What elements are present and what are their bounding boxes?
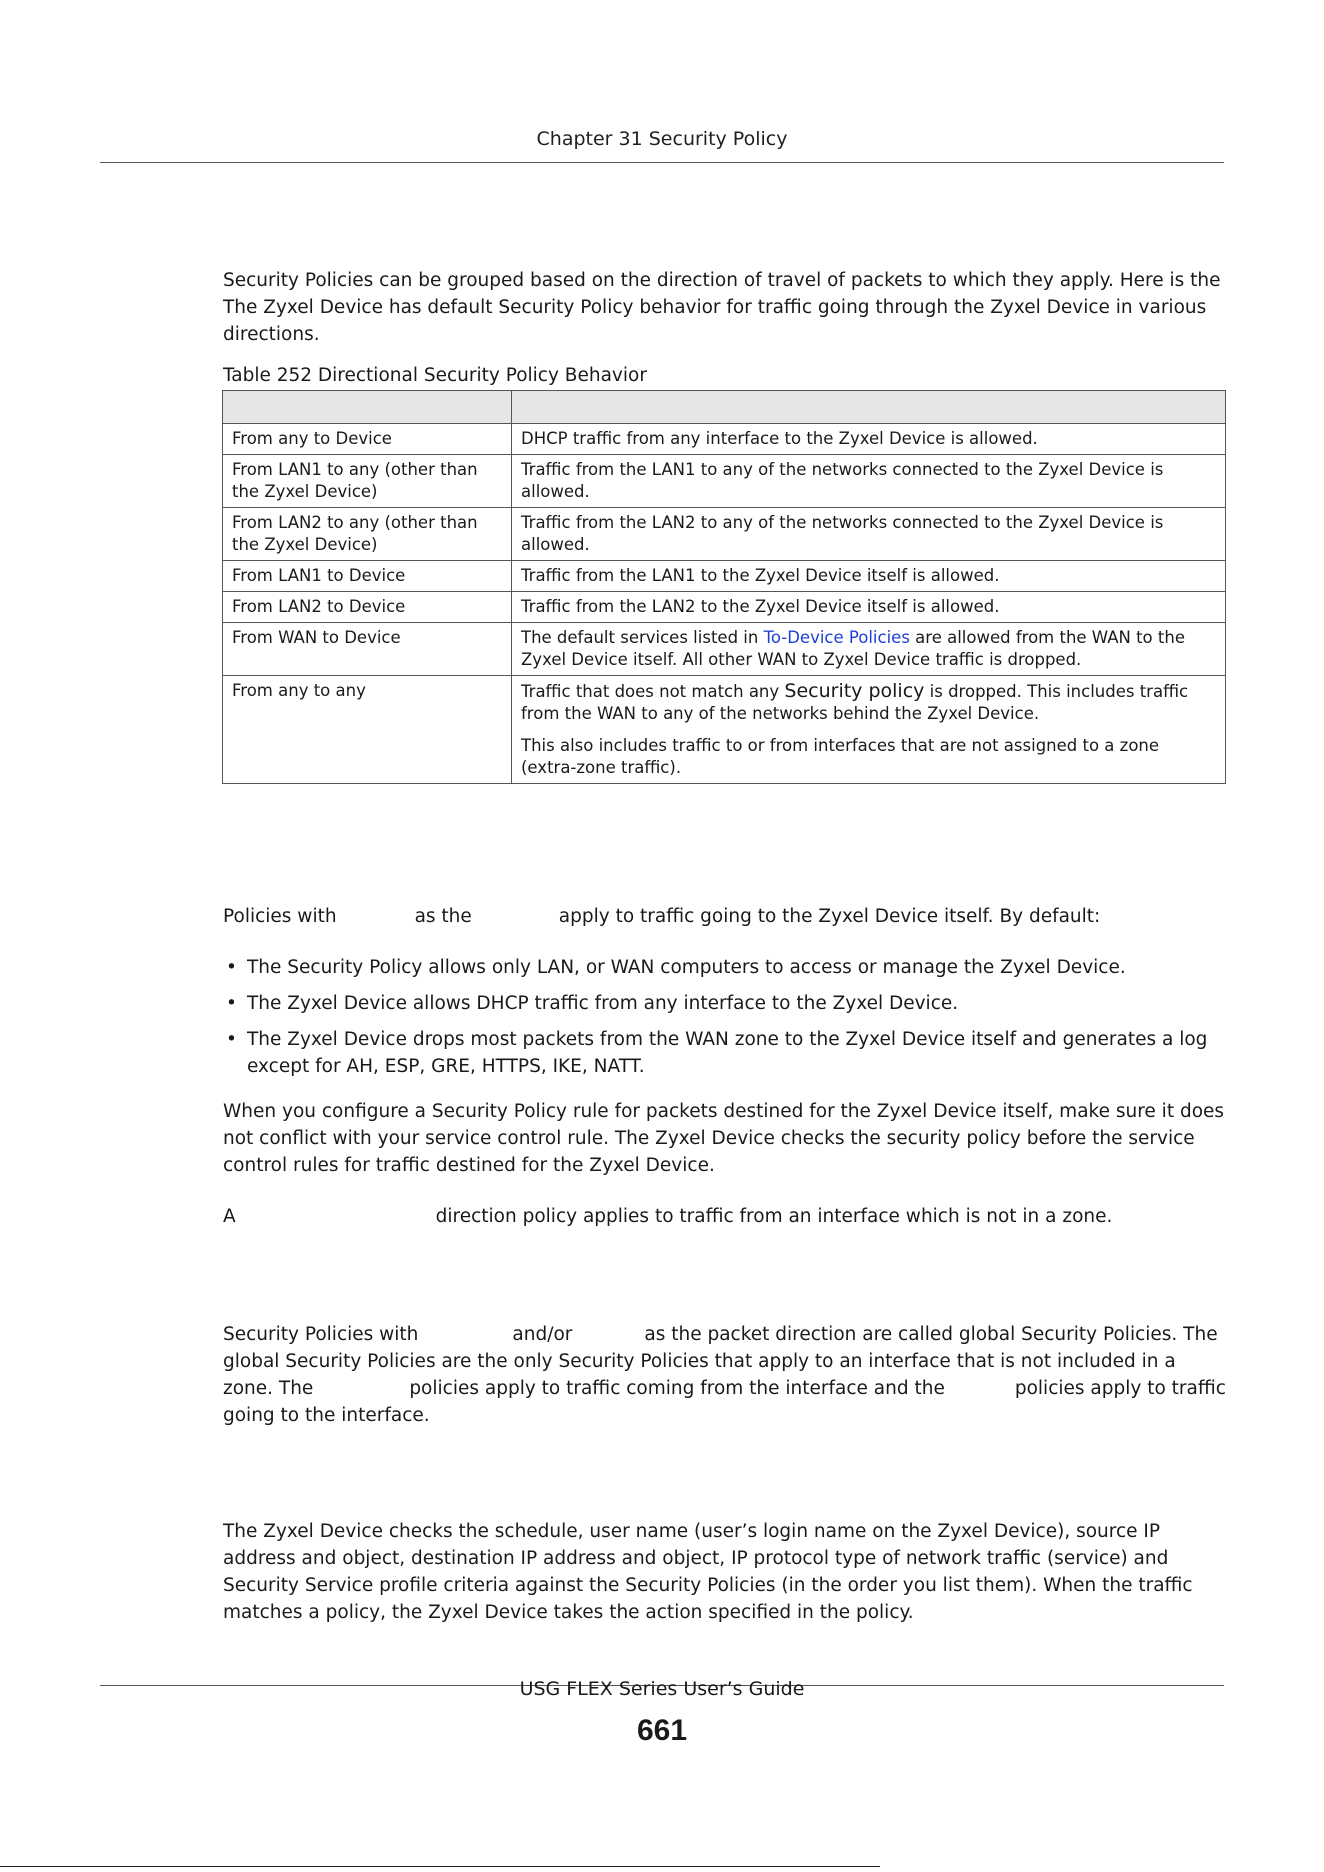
table-caption: Table 252 Directional Security Policy Behavior: [223, 365, 647, 386]
row-direction: From LAN2 to Device: [223, 592, 512, 623]
text-run: A: [223, 1206, 236, 1227]
behavior-text: are allowed from the WAN to the Zyxel Device itself. All other WAN to Zyxel Device traffic is dropped.: [521, 628, 1185, 669]
list-item: • The Zyxel Device allows DHCP traffic from any interface to the Zyxel Device.: [223, 990, 1226, 1017]
text-run: policies apply to traffic coming from the interface and the: [409, 1378, 945, 1399]
table-row: [223, 623, 1226, 676]
row-direction: From WAN to Device: [223, 623, 512, 676]
behavior-paragraph: This also includes traffic to or from interfaces that are not assigned to a zone (extra-zone traffic).: [521, 736, 1160, 777]
text-run: Policies with: [223, 906, 337, 927]
to-device-note: When you configure a Security Policy rule for packets destined for the Zyxel Device itself, make sure it does not conflict with your service control rule. The Zyxel Device checks the security policy before the service control rules for traffic destined for the Zyxel Device.: [223, 1101, 1225, 1176]
row-direction: From LAN2 to any (other than the Zyxel Device): [223, 508, 512, 561]
page-number: 661: [636, 1714, 688, 1747]
text-run: Security Policies with: [223, 1324, 419, 1345]
behavior-text: The default services listed in: [521, 628, 764, 647]
row-behavior: [512, 676, 1226, 784]
behavior-text: is dropped. This includes traffic from the WAN to any of the networks behind the Zyxel Device.: [521, 682, 1189, 723]
table-header-row: [223, 391, 1226, 424]
row-behavior: [512, 623, 1226, 676]
list-item: • The Zyxel Device drops most packets from the WAN zone to the Zyxel Device itself and generates a log except for AH, ESP, GRE, HTTPS, IKE, NATT.: [223, 1026, 1226, 1080]
intro-paragraph: Security Policies can be grouped based on the direction of travel of packets to which they apply. Here is the The Zyxel Device has default Security Policy behavior for traffic going through the Zyxel Device in various directions.: [223, 270, 1221, 345]
text-run: apply to traffic going to the Zyxel Device itself. By default:: [558, 906, 1101, 927]
row-direction: From any to any: [223, 676, 512, 784]
policy-matching-paragraph: The Zyxel Device checks the schedule, user name (user’s login name on the Zyxel Device), source IP address and object, destination IP address and object, IP protocol type of network traffic (service) and Security Service profile criteria against the Security Policies (in the order you list them). When the traffic matches a policy, the Zyxel Device takes the action specified in the policy.: [223, 1521, 1193, 1623]
to-device-intro: [223, 903, 1226, 930]
row-behavior: Traffic from the LAN1 to the Zyxel Device itself is allowed.: [512, 561, 1226, 592]
behavior-emphasis: Security policy: [784, 680, 925, 702]
row-behavior: Traffic from the LAN2 to any of the networks connected to the Zyxel Device is allowed.: [512, 508, 1226, 561]
table-header-behavior: [512, 391, 1226, 424]
behavior-text: Traffic that does not match any: [521, 682, 785, 701]
to-device-policies-link[interactable]: To-Device Policies: [763, 628, 910, 647]
header-rule: [100, 162, 1224, 163]
behavior-paragraph: [521, 680, 1216, 725]
table-row: [223, 424, 1226, 455]
row-behavior: Traffic from the LAN2 to the Zyxel Device itself is allowed.: [512, 592, 1226, 623]
global-policies-paragraph: [223, 1321, 1231, 1429]
to-device-default-list: [223, 954, 1226, 1089]
table-row: [223, 508, 1226, 561]
text-run: as the packet direction are called global Security Policies. The global Security Policies are the only Security Policies that apply to an interface that is not included in a zone. The: [223, 1324, 1218, 1399]
row-direction: From any to Device: [223, 424, 512, 455]
table-header-direction: [223, 391, 512, 424]
extra-zone-sentence: [223, 1203, 1226, 1230]
table-row: [223, 561, 1226, 592]
table-row: [223, 592, 1226, 623]
chapter-header: Chapter 31 Security Policy: [536, 128, 788, 150]
directional-policy-table: [222, 390, 1226, 784]
row-direction: From LAN1 to Device: [223, 561, 512, 592]
row-behavior: Traffic from the LAN1 to any of the networks connected to the Zyxel Device is allowed.: [512, 455, 1226, 508]
bottom-edge-line: [0, 1866, 880, 1867]
text-run: as the: [414, 906, 472, 927]
text-run: and/or: [512, 1324, 573, 1345]
text-run: policies apply to traffic going to the interface.: [223, 1378, 1226, 1426]
row-direction: From LAN1 to any (other than the Zyxel Device): [223, 455, 512, 508]
table-row: [223, 676, 1226, 784]
guide-title: USG FLEX Series User’s Guide: [519, 1678, 805, 1700]
list-item: • The Security Policy allows only LAN, or WAN computers to access or manage the Zyxel Device.: [223, 954, 1226, 981]
text-run: direction policy applies to traffic from an interface which is not in a zone.: [435, 1206, 1113, 1227]
table-row: [223, 455, 1226, 508]
row-behavior: DHCP traffic from any interface to the Zyxel Device is allowed.: [512, 424, 1226, 455]
